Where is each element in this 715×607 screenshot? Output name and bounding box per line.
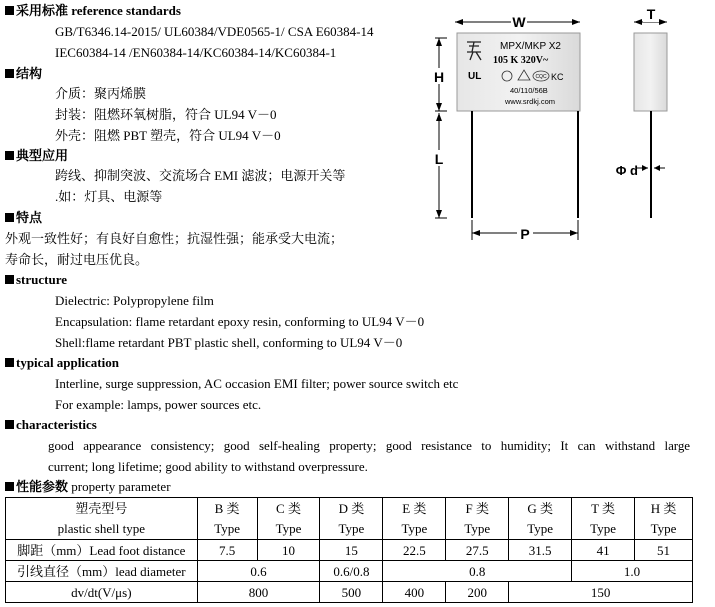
structure-en-shell: Shell:flame retardant PBT plastic shell, conforming to UL94 V－0 (55, 335, 403, 350)
kc-cert-icon: KC (551, 72, 564, 82)
table-cell: 塑壳型号 (6, 498, 198, 519)
structure-en-dielectric: Dielectric: Polypropylene film (55, 293, 214, 308)
table-row-dvdt (6, 582, 693, 603)
cap-line-2: 105 K 320V~ (493, 55, 549, 66)
cap-code: 40/110/56B (510, 86, 548, 95)
table-row-lead-diameter (6, 561, 693, 582)
table-cell: 800 (197, 582, 320, 603)
table-cell: 0.8 (383, 561, 572, 582)
table-cell: C 类 (257, 498, 320, 519)
table-cell: 27.5 (446, 540, 509, 561)
table-cell: 引线直径（mm）lead diameter (6, 561, 198, 582)
application-en-header: typical application (5, 355, 119, 371)
table-cell: 0.6/0.8 (320, 561, 383, 582)
cqc-cert-label: CQC (535, 74, 547, 80)
table-row-shell-type-en (6, 519, 693, 540)
table-cell: E 类 (383, 498, 446, 519)
application-cn-line-2: .如：灯具、电源等 (55, 189, 163, 204)
table-cell: Type (635, 519, 693, 540)
standards-line-1: GB/T6346.14-2015/ UL60384/VDE0565-1/ CSA E60384-14 (55, 24, 374, 39)
table-cell: Type (257, 519, 320, 540)
cap-url: www.srdkj.com (505, 97, 556, 106)
table-cell: 400 (383, 582, 446, 603)
table-cell: Type (572, 519, 635, 540)
table-cell: Type (320, 519, 383, 540)
table-cell: 500 (320, 582, 383, 603)
performance-header: 性能参数 property parameter (5, 479, 171, 495)
structure-cn-encapsulation: 封装：阻燃环氧树脂，符合 UL94 V－0 (55, 107, 277, 122)
application-en-line-1: Interline, surge suppression, AC occasion EMI filter; power source switch etc (55, 376, 459, 391)
capacitor-diagram (415, 0, 715, 250)
features-cn-header: 特点 (5, 210, 42, 226)
features-cn-line-2: 寿命长，耐过电压优良。 (5, 252, 149, 267)
table-cell: 7.5 (197, 540, 257, 561)
features-cn-line-1: 外观一致性好；有良好自愈性；抗湿性强；能承受大电流； (5, 231, 344, 246)
table-cell: D 类 (320, 498, 383, 519)
d-label: Φ d (615, 163, 638, 178)
application-cn-header: 典型应用 (5, 148, 68, 164)
table-cell: 15 (320, 540, 383, 561)
structure-cn-dielectric: 介质：聚丙烯膜 (55, 86, 147, 101)
structure-en-header: structure (5, 272, 67, 288)
standards-line-2: IEC60384-14 /EN60384-14/KC60384-14/KC60384-1 (55, 45, 337, 60)
table-cell: dv/dt(V/μs) (6, 582, 198, 603)
capacitor-side-view (634, 33, 667, 111)
table-cell: 41 (572, 540, 635, 561)
p-label: P (520, 226, 530, 242)
table-cell: 51 (635, 540, 693, 561)
table-row-lead-foot-distance (6, 540, 693, 561)
table-cell: F 类 (446, 498, 509, 519)
table-cell: plastic shell type (6, 519, 198, 540)
characteristics-line-1: good appearance consistency; good self-healing property; good resistance to humidity; It can withstand large (48, 438, 690, 453)
table-cell: 脚距（mm）Lead foot distance (6, 540, 198, 561)
h-label: H (433, 69, 445, 85)
table-cell: 31.5 (509, 540, 572, 561)
table-cell: T 类 (572, 498, 635, 519)
table-cell: G 类 (509, 498, 572, 519)
property-table (5, 497, 693, 603)
cap-line-1: MPX/MKP X2 (500, 41, 561, 52)
structure-cn-shell: 外壳：阻燃 PBT 塑壳，符合 UL94 V－0 (55, 128, 281, 143)
ul-cert-icon: UL (468, 71, 482, 82)
table-cell: Type (197, 519, 257, 540)
table-cell: 200 (446, 582, 509, 603)
structure-en-encapsulation: Encapsulation: flame retardant epoxy resin, conforming to UL94 V－0 (55, 314, 425, 329)
table-cell: 150 (509, 582, 693, 603)
table-cell: Type (509, 519, 572, 540)
structure-cn-header: 结构 (5, 66, 42, 82)
characteristics-header: characteristics (5, 417, 97, 433)
characteristics-line-2: current; long lifetime; good ability to withstand overpressure. (48, 459, 368, 474)
table-cell: Type (383, 519, 446, 540)
l-label: L (434, 151, 444, 167)
table-row-shell-type-cn (6, 498, 693, 519)
t-label: T (646, 6, 656, 22)
w-label: W (512, 14, 526, 30)
table-cell: H 类 (635, 498, 693, 519)
application-en-line-2: For example: lamps, power sources etc. (55, 397, 262, 412)
table-cell: 0.6 (197, 561, 320, 582)
table-cell: Type (446, 519, 509, 540)
application-cn-line-1: 跨线、抑制突波、交流场合 EMI 滤波；电源开关等 (55, 168, 346, 183)
table-cell: 10 (257, 540, 320, 561)
table-cell: 22.5 (383, 540, 446, 561)
standards-header: 采用标准 reference standards (5, 3, 181, 19)
table-cell: 1.0 (572, 561, 693, 582)
table-cell: B 类 (197, 498, 257, 519)
